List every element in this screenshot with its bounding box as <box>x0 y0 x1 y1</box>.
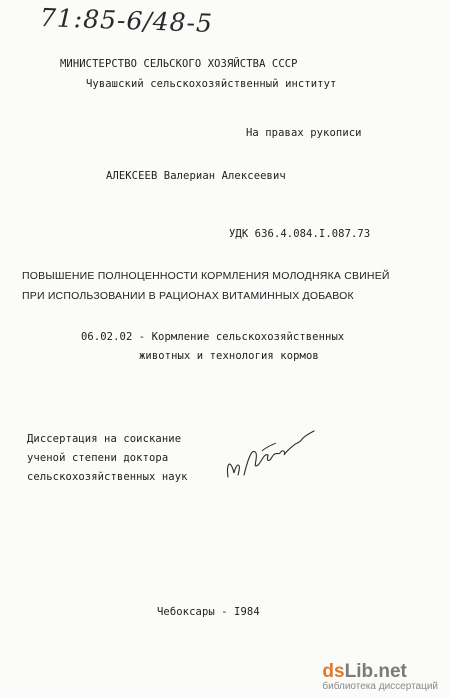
archive-number: 71:85-6/48-5 <box>39 2 214 39</box>
watermark-logo: dsLib.net <box>322 661 407 682</box>
author-name: АЛЕКСЕЕВ Валериан Алексеевич <box>106 170 286 182</box>
watermark <box>322 661 438 692</box>
watermark-subtitle: библиотека диссертаций <box>322 681 438 692</box>
specialty-line-2: животных и технология кормов <box>139 350 319 362</box>
degree-line-1: Диссертация на соискание <box>27 433 182 445</box>
udk-code: УДК 636.4.084.I.087.73 <box>229 228 371 240</box>
specialty-line-1: 06.02.02 - Кормление сельскохозяйственных <box>81 331 345 343</box>
rights-line: На правах рукописи <box>246 127 362 139</box>
degree-line-2: ученой степени доктора <box>27 452 169 464</box>
degree-line-3: сельскохозяйственных наук <box>27 471 188 483</box>
city-year: Чебоксары - I984 <box>157 606 260 618</box>
ministry-line: МИНИСТЕРСТВО СЕЛЬСКОГО ХОЗЯЙСТВА СССР <box>60 58 298 70</box>
handwritten-signature <box>222 425 322 485</box>
title-line-1: ПОВЫШЕНИЕ ПОЛНОЦЕННОСТИ КОРМЛЕНИЯ МОЛОДНЯКА СВИНЕЙ <box>22 270 390 282</box>
title-line-2: ПРИ ИСПОЛЬЗОВАНИИ В РАЦИОНАХ ВИТАМИННЫХ ДОБАВОК <box>22 290 354 302</box>
institute-line: Чувашский сельскохозяйственный институт <box>86 78 337 90</box>
